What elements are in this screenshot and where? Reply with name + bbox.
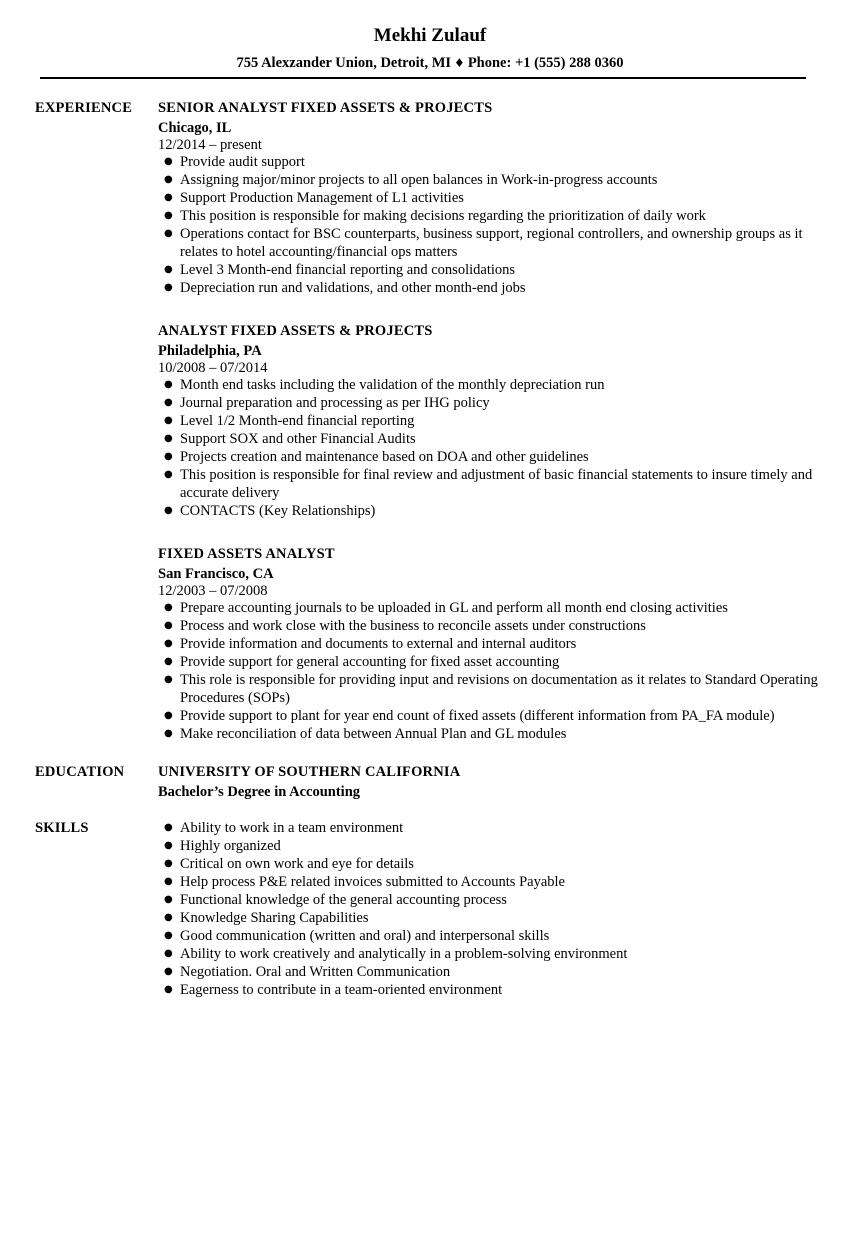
list-item: ● This position is responsible for final review and adjustment of basic financial statements to insure timely and accurate delivery [164,467,813,501]
list-item: ● Provide support to plant for year end count of fixed assets (different information from PA_FA module) [164,708,775,724]
bullet-icon: ● [164,948,173,959]
bullet-icon: ● [164,602,173,613]
bullet-icon: ● [164,984,173,995]
bullet-icon: ● [164,174,173,185]
list-item: ● Process and work close with the business to reconcile assets under constructions [164,618,646,634]
degree: Bachelor’s Degree in Accounting [158,784,361,800]
list-item: ● Negotiation. Oral and Written Communication [164,964,451,980]
job-entry [158,545,818,743]
job-entry [158,322,818,520]
bullet-icon: ● [164,894,173,905]
resume-header [0,0,860,72]
bullet-icon: ● [164,656,173,667]
job-title: FIXED ASSETS ANALYST [158,546,335,562]
list-item: ● Good communication (written and oral) and interpersonal skills [164,928,550,944]
list-item: ● Ability to work in a team environment [164,820,404,836]
list-item: ● Month end tasks including the validation of the monthly depreciation run [164,377,605,393]
job-dates: 12/2014 – present [158,137,262,153]
list-item: ● Eagerness to contribute in a team-oriented environment [164,982,503,998]
bullet-icon: ● [164,433,173,444]
bullet-icon: ● [164,264,173,275]
bullet-icon: ● [164,156,173,167]
list-item: ● Prepare accounting journals to be uploaded in GL and perform all month end closing activities [164,600,728,616]
address: 755 Alexzander Union, Detroit, MI [236,55,452,71]
bullet-icon: ● [164,469,173,480]
bullet-icon: ● [164,415,173,426]
list-item: ● Functional knowledge of the general accounting process [164,892,507,908]
job-dates: 12/2003 – 07/2008 [158,583,268,599]
list-item: ● Assigning major/minor projects to all open balances in Work-in-progress accounts [164,172,658,188]
bullet-icon: ● [164,930,173,941]
list-item: ● Operations contact for BSC counterparts, business support, regional controllers, and ownership groups as it relates to hotel accounting/financial ops matters [164,226,803,260]
list-item: ● Ability to work creatively and analytically in a problem-solving environment [164,946,628,962]
job-bullets [158,153,818,297]
bullet-icon: ● [164,728,173,739]
section-label-experience: EXPERIENCE [35,100,133,116]
bullet-icon: ● [164,505,173,516]
list-item: ● Journal preparation and processing as per IHG policy [164,395,490,411]
list-item: ● Level 1/2 Month-end financial reporting [164,413,415,429]
list-item: ● This position is responsible for making decisions regarding the prioritization of daily work [164,208,706,224]
diamond-separator-icon: ♦ [454,56,465,70]
bullet-icon: ● [164,282,173,293]
bullet-icon: ● [164,876,173,887]
bullet-icon: ● [164,840,173,851]
list-item: ● CONTACTS (Key Relationships) [164,503,376,519]
bullet-icon: ● [164,397,173,408]
skills-list [158,819,818,999]
phone: Phone: +1 (555) 288 0360 [467,55,624,71]
list-item: ● Projects creation and maintenance based on DOA and other guidelines [164,449,589,465]
bullet-icon: ● [164,228,173,239]
section-label-skills: SKILLS [35,820,89,836]
list-item: ● Support Production Management of L1 activities [164,190,464,206]
list-item: ● Depreciation run and validations, and other month-end jobs [164,280,526,296]
education-entry [158,763,818,801]
header-divider [40,77,806,79]
job-location: San Francisco, CA [158,566,274,582]
list-item: ● Help process P&E related invoices submitted to Accounts Payable [164,874,565,890]
job-title: ANALYST FIXED ASSETS & PROJECTS [158,323,433,339]
list-item: ● Knowledge Sharing Capabilities [164,910,369,926]
job-title: SENIOR ANALYST FIXED ASSETS & PROJECTS [158,100,493,116]
skills-bullets [158,819,818,999]
job-location: Philadelphia, PA [158,343,262,359]
bullet-icon: ● [164,674,173,685]
list-item: ● Level 3 Month-end financial reporting and consolidations [164,262,516,278]
bullet-icon: ● [164,912,173,923]
job-bullets [158,376,818,520]
job-bullets [158,599,818,743]
experience-list [158,99,818,768]
bullet-icon: ● [164,620,173,631]
list-item: ● This role is responsible for providing input and revisions on documentation as it relates to Standard Operating Procedures (SOPs) [164,672,818,706]
section-label-education: EDUCATION [35,764,125,780]
candidate-name: Mekhi Zulauf [373,25,487,46]
job-location: Chicago, IL [158,120,232,136]
bullet-icon: ● [164,710,173,721]
bullet-icon: ● [164,638,173,649]
bullet-icon: ● [164,451,173,462]
bullet-icon: ● [164,192,173,203]
job-entry [158,99,818,297]
list-item: ● Support SOX and other Financial Audits [164,431,416,447]
bullet-icon: ● [164,210,173,221]
list-item: ● Provide audit support [164,154,305,170]
list-item: ● Highly organized [164,838,281,854]
contact-line [0,54,860,72]
school-name: UNIVERSITY OF SOUTHERN CALIFORNIA [158,764,461,780]
list-item: ● Provide support for general accounting for fixed asset accounting [164,654,560,670]
list-item: ● Provide information and documents to external and internal auditors [164,636,577,652]
bullet-icon: ● [164,858,173,869]
bullet-icon: ● [164,966,173,977]
list-item: ● Make reconciliation of data between Annual Plan and GL modules [164,726,567,742]
list-item: ● Critical on own work and eye for details [164,856,414,872]
job-dates: 10/2008 – 07/2014 [158,360,268,376]
bullet-icon: ● [164,379,173,390]
bullet-icon: ● [164,822,173,833]
